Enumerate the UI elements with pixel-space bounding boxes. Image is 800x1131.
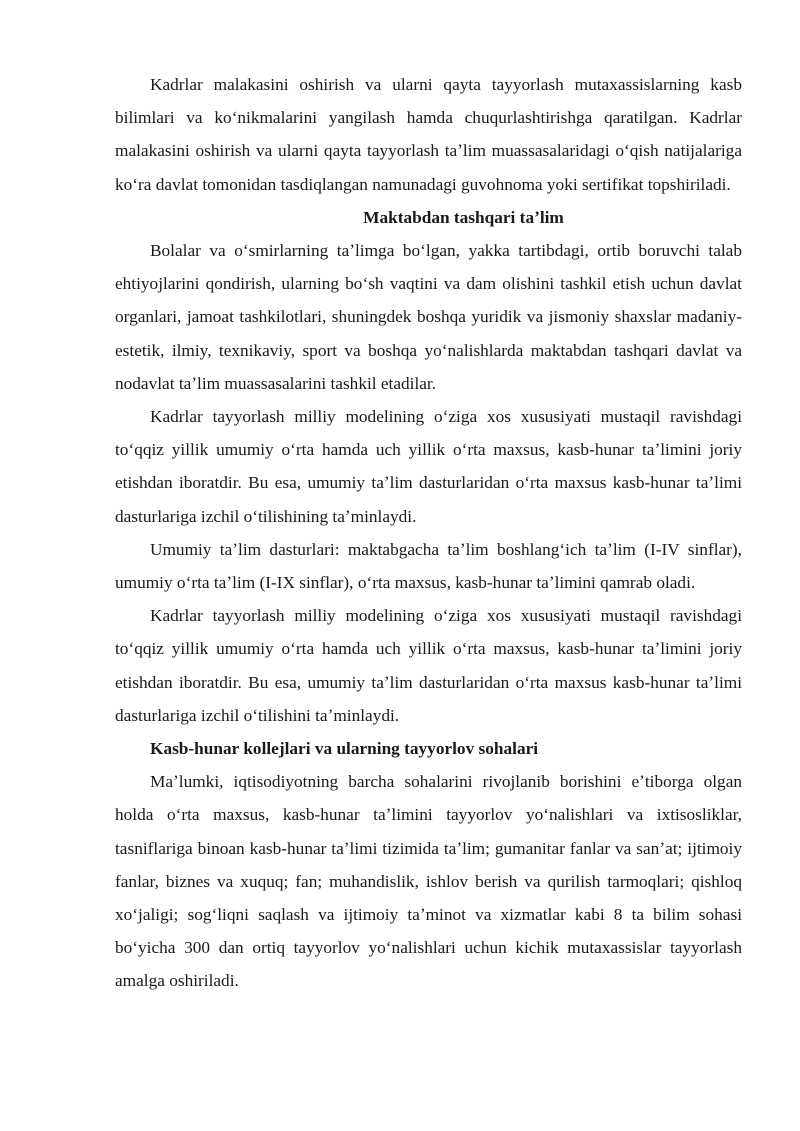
section-heading: Maktabdan tashqari taʼlim xyxy=(363,207,564,227)
paragraph: Kadrlar malakasini oshirish va ularni qayta tayyorlash mutaxassislarning kasb bilimlari va koʻnikmalarini yangilash hamda chuqurlashtirishga qaratilgan. Kadrlar malakasini oshirish va ularni qayta tayyorlash taʼlim muassasalaridagi oʻqish natijalariga koʻra davlat tomonidan tasdiqlangan namunadagi guvohnoma yoki sertifikat topshiriladi. xyxy=(115,75,742,194)
section-heading: Kasb-hunar kollejlari va ularning tayyorlov sohalari xyxy=(150,739,539,759)
paragraph: Umumiy taʼlim dasturlari: maktabgacha taʼlim boshlangʻich taʼlim (I-IV sinflar), umumiy oʻrta taʼlim (I-IX sinflar), oʻrta maxsus, kasb-hunar taʼlimini qamrab oladi. xyxy=(115,539,742,593)
paragraph: Maʼlumki, iqtisodiyotning barcha sohalarini rivojlanib borishini eʼtiborga olgan holda oʻrta maxsus, kasb-hunar taʼlimini tayyorlov yoʻnalishlari va ixtisosliklar, tasniflariga binoan kasb-hunar taʼlimi tizimida taʼlim; gumanitar fanlar va sanʼat; ijtimoiy fanlar, biznes va xuquq; fan; muhandislik, ishlov berish va qurilish tarmoqlari; qishloq xoʻjaligi; sogʻliqni saqlash va ijtimoiy taʼminot va xizmatlar kabi 8 ta bilim sohasi boʻyicha 300 dan ortiq tayyorlov yoʻnalishlari uchun kichik mutaxassislar tayyorlash amalga oshiriladi. xyxy=(115,772,742,991)
paragraph: Kadrlar tayyorlash milliy modelining oʻziga xos xususiyati mustaqil ravishdagi toʻqqiz yillik umumiy oʻrta hamda uch yillik oʻrta maxsus, kasb-hunar taʼlimini joriy etishdan iboratdir. Bu esa, umumiy taʼlim dasturlaridan oʻrta maxsus kasb-hunar taʼlimi dasturlariga izchil oʻtilishini taʼminlaydi. xyxy=(115,606,742,725)
paragraph: Kadrlar tayyorlash milliy modelining oʻziga xos xususiyati mustaqil ravishdagi toʻqqiz yillik umumiy oʻrta hamda uch yillik oʻrta maxsus, kasb-hunar taʼlimini joriy etishdan iboratdir. Bu esa, umumiy taʼlim dasturlaridan oʻrta maxsus kasb-hunar taʼlimi dasturlariga izchil oʻtilishining taʼminlaydi. xyxy=(115,407,742,526)
document-body xyxy=(115,68,742,998)
paragraph: Bolalar va oʻsmirlarning taʼlimga boʻlgan, yakka tartibdagi, ortib boruvchi talab ehtiyojlarini qondirish, ularning boʻsh vaqtini va dam olishini tashkil etish uchun davlat organlari, jamoat tashkilotlari, shuningdek boshqa yuridik va jismoniy shaxslar madaniy-estetik, ilmiy, texnikaviy, sport va boshqa yoʻnalishlarda maktabdan tashqari davlat va nodavlat taʼlim muassasalarini tashkil etadilar. xyxy=(115,241,742,393)
